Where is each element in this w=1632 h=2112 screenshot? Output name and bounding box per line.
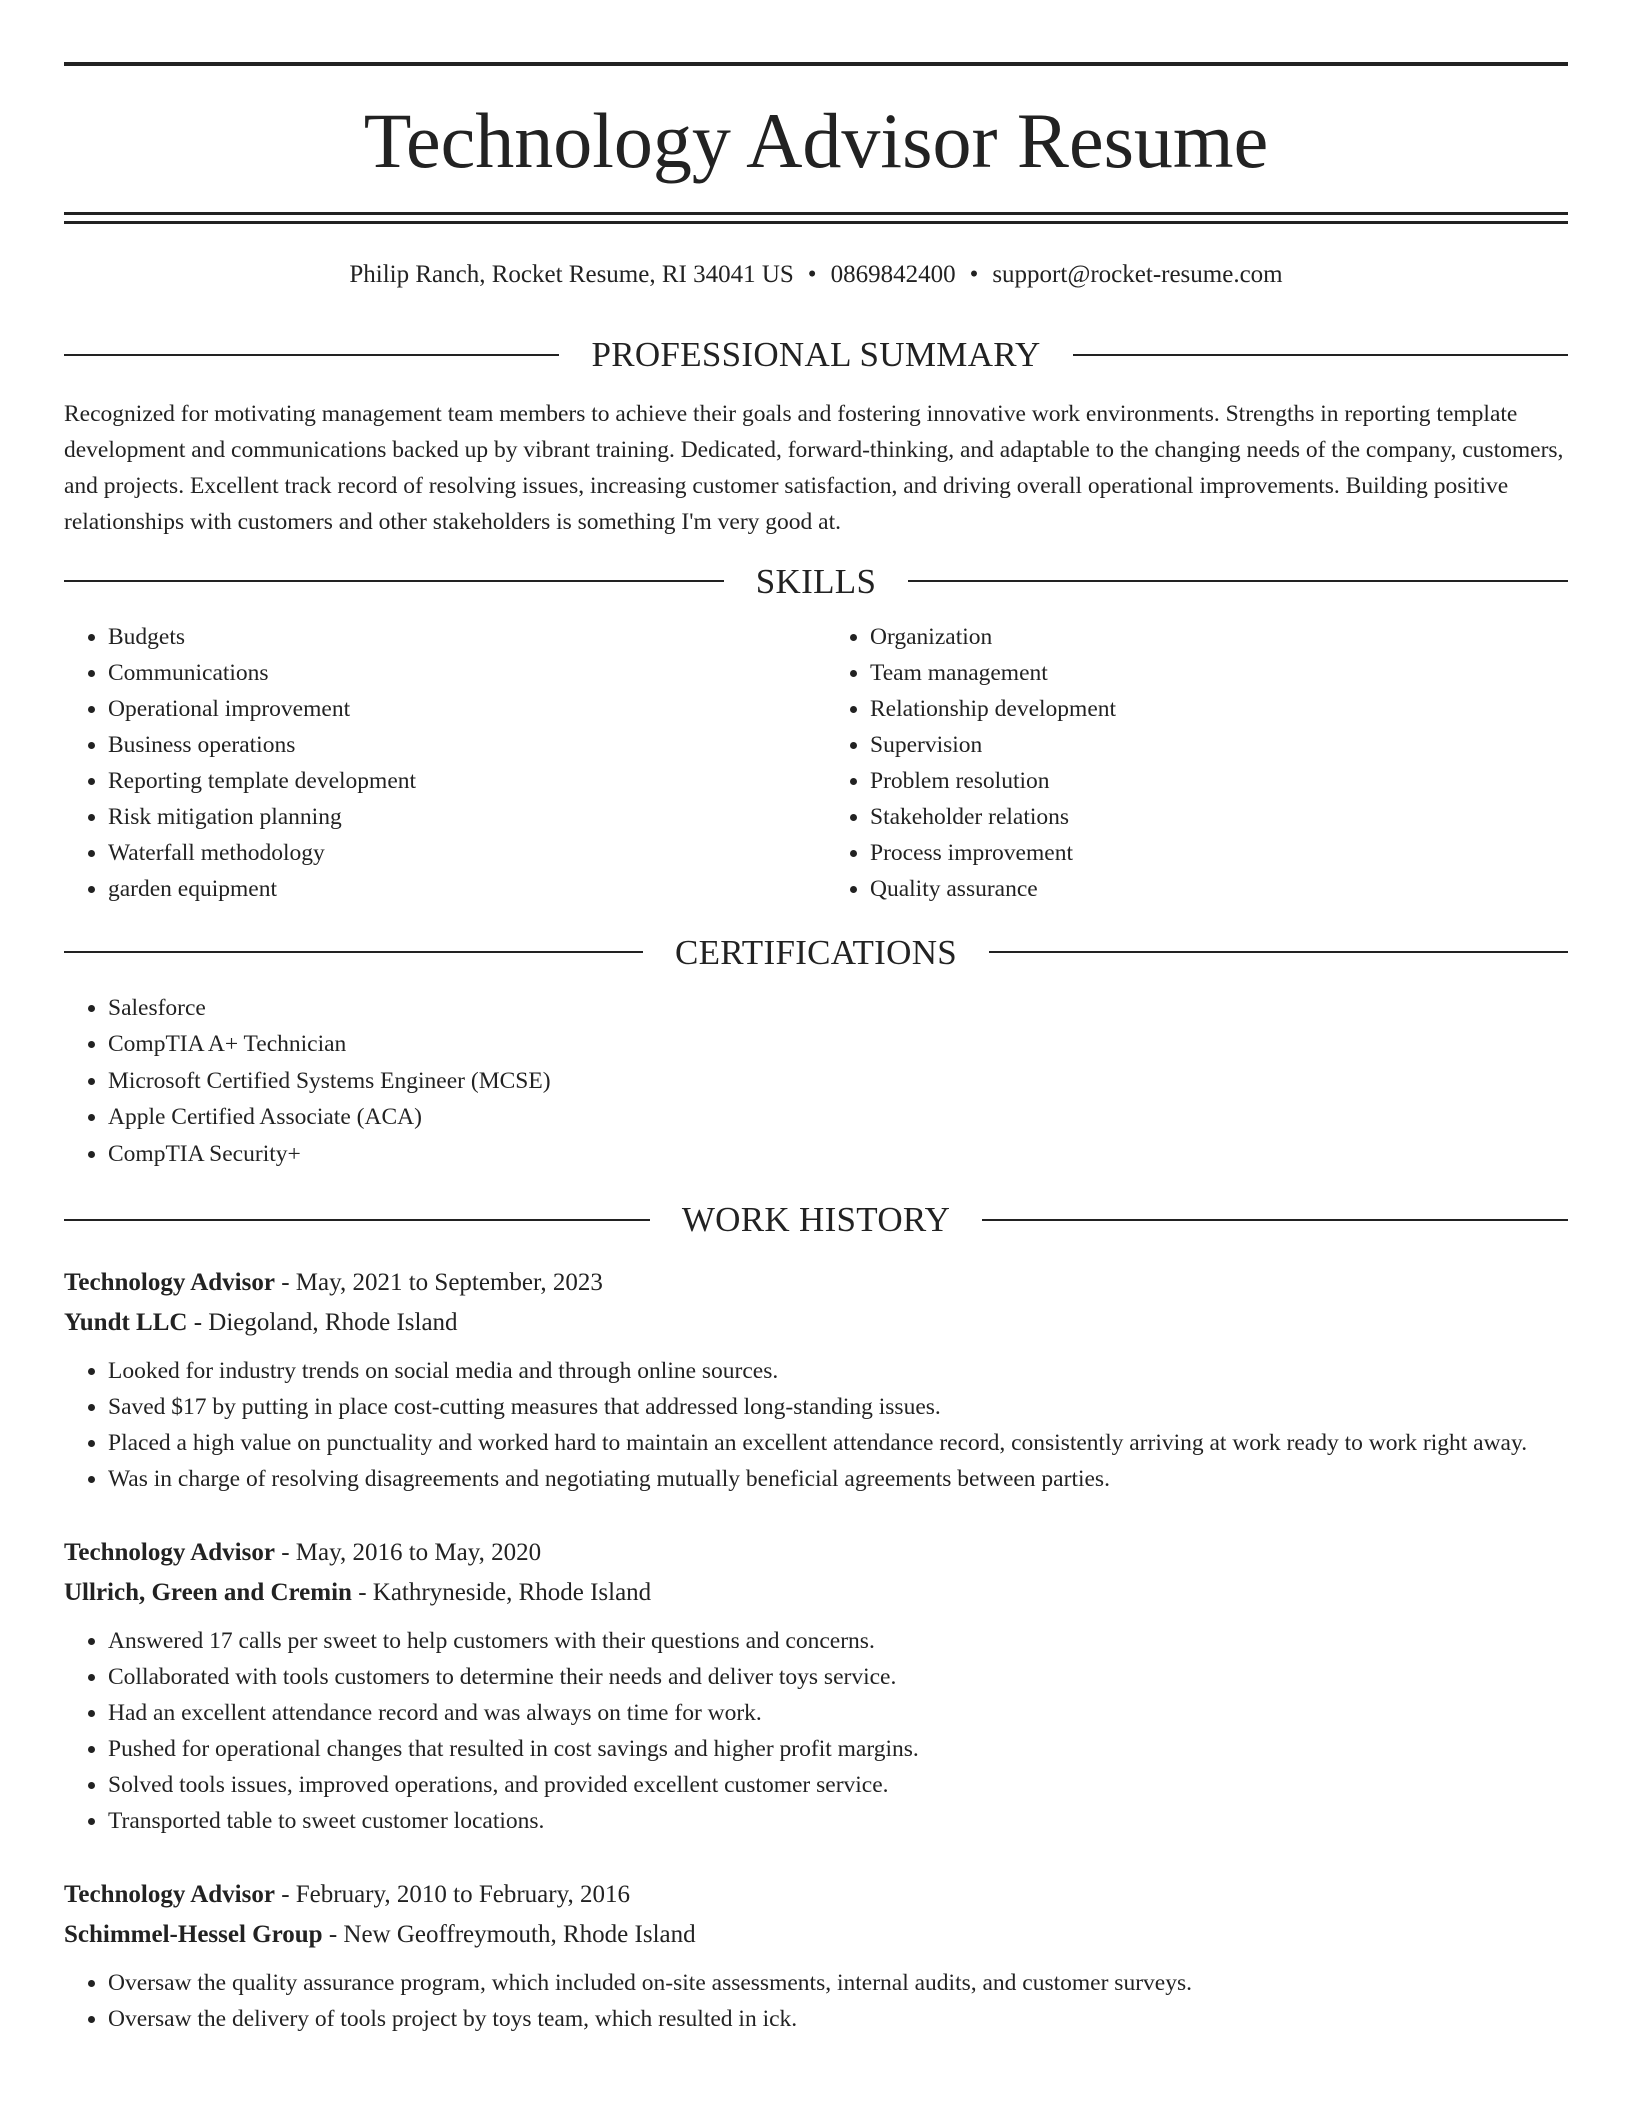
skill-item: • Reporting template development bbox=[108, 763, 806, 799]
contact-separator: • bbox=[969, 261, 979, 288]
certification-item: • CompTIA A+ Technician bbox=[108, 1026, 1568, 1063]
skill-item: • Supervision bbox=[870, 727, 1568, 763]
job-bullet: • Saved $17 by putting in place cost-cutting measures that addressed long-standing issues. bbox=[108, 1389, 1568, 1425]
job-location: - Diegoland, Rhode Island bbox=[187, 1309, 458, 1336]
section-rule-right bbox=[982, 1219, 1568, 1221]
skills-column-left bbox=[64, 619, 806, 907]
top-rule bbox=[64, 62, 1568, 66]
skills-list bbox=[64, 619, 1568, 907]
job-bullet: • Answered 17 calls per sweet to help customers with their questions and concerns. bbox=[108, 1623, 1568, 1659]
skills-heading: SKILLS bbox=[755, 561, 877, 601]
job-company: Ullrich, Green and Cremin bbox=[64, 1579, 352, 1606]
section-rule-left bbox=[64, 354, 559, 356]
certification-item: • Microsoft Certified Systems Engineer (MCSE) bbox=[108, 1063, 1568, 1100]
job-dates: - February, 2010 to February, 2016 bbox=[274, 1881, 630, 1908]
job-bullets bbox=[64, 1623, 1568, 1839]
job-title-line bbox=[64, 1533, 1568, 1573]
job-title-line bbox=[64, 1875, 1568, 1915]
job-bullets bbox=[64, 1353, 1568, 1497]
job-bullet: • Looked for industry trends on social media and through online sources. bbox=[108, 1353, 1568, 1389]
skill-item: • Team management bbox=[870, 655, 1568, 691]
summary-heading: PROFESSIONAL SUMMARY bbox=[591, 335, 1041, 374]
job-dates: - May, 2016 to May, 2020 bbox=[274, 1539, 542, 1566]
job-bullet: • Was in charge of resolving disagreements and negotiating mutually beneficial agreements between parties. bbox=[108, 1461, 1568, 1497]
skill-item: • Waterfall methodology bbox=[108, 835, 806, 871]
summary-section-header bbox=[64, 337, 1568, 372]
skills-column-right bbox=[806, 619, 1568, 907]
job-bullet: • Pushed for operational changes that resulted in cost savings and higher profit margins. bbox=[108, 1731, 1568, 1767]
skill-item: • Business operations bbox=[108, 727, 806, 763]
job-title-line bbox=[64, 1263, 1568, 1303]
job-entry bbox=[64, 1263, 1568, 1497]
work-history-heading: WORK HISTORY bbox=[681, 1200, 951, 1239]
job-location: - New Geoffreymouth, Rhode Island bbox=[322, 1921, 696, 1948]
work-history-section-header bbox=[64, 1202, 1568, 1237]
job-location: - Kathryneside, Rhode Island bbox=[351, 1579, 652, 1606]
skill-item: • Problem resolution bbox=[870, 763, 1568, 799]
job-company-line bbox=[64, 1915, 1568, 1955]
title-double-rule bbox=[64, 212, 1568, 224]
section-rule-left bbox=[64, 951, 643, 953]
job-dates: - May, 2021 to September, 2023 bbox=[274, 1269, 603, 1296]
certifications-section-header bbox=[64, 932, 1568, 972]
certifications-list bbox=[64, 990, 1568, 1173]
skill-item: • Risk mitigation planning bbox=[108, 799, 806, 835]
skill-item: • Organization bbox=[870, 619, 1568, 655]
job-bullet: • Had an excellent attendance record and was always on time for work. bbox=[108, 1695, 1568, 1731]
contact-separator: • bbox=[807, 261, 817, 288]
skill-item: • Relationship development bbox=[870, 691, 1568, 727]
job-entry bbox=[64, 1533, 1568, 1839]
skill-item: • Budgets bbox=[108, 619, 806, 655]
job-bullet: • Transported table to sweet customer locations. bbox=[108, 1803, 1568, 1839]
job-title: Technology Advisor bbox=[64, 1539, 275, 1566]
job-title: Technology Advisor bbox=[64, 1269, 275, 1296]
skill-item: • Quality assurance bbox=[870, 871, 1568, 907]
skills-section-header bbox=[64, 561, 1568, 601]
resume-title: Technology Advisor Resume bbox=[363, 97, 1269, 184]
job-bullet: • Collaborated with tools customers to determine their needs and deliver toys service. bbox=[108, 1659, 1568, 1695]
job-bullet: • Solved tools issues, improved operations, and provided excellent customer service. bbox=[108, 1767, 1568, 1803]
contact-email: support@rocket-resume.com bbox=[992, 261, 1283, 288]
certification-item: • Salesforce bbox=[108, 990, 1568, 1027]
skill-item: • Operational improvement bbox=[108, 691, 806, 727]
skill-item: • Communications bbox=[108, 655, 806, 691]
skill-item: • Process improvement bbox=[870, 835, 1568, 871]
skill-item: • garden equipment bbox=[108, 871, 806, 907]
job-entry bbox=[64, 1875, 1568, 2037]
skill-item: • Stakeholder relations bbox=[870, 799, 1568, 835]
section-rule-right bbox=[908, 580, 1568, 582]
job-bullet: • Oversaw the quality assurance program, which included on-site assessments, internal audits, and customer surveys. bbox=[108, 1965, 1568, 2001]
job-bullets bbox=[64, 1965, 1568, 2037]
job-title: Technology Advisor bbox=[64, 1881, 275, 1908]
certifications-heading: CERTIFICATIONS bbox=[674, 932, 958, 972]
section-rule-left bbox=[64, 580, 724, 582]
job-company-line bbox=[64, 1573, 1568, 1613]
contact-address: Philip Ranch, Rocket Resume, RI 34041 US bbox=[349, 261, 794, 288]
job-company: Schimmel-Hessel Group bbox=[64, 1921, 323, 1948]
summary-text: Recognized for motivating management team members to achieve their goals and fostering innovative work environments. Strengths in reporting template development and communications backed up by vibrant training. Dedicated, forward-thinking, and adaptable to the changing needs of the company, customers, and projects. Excellent track record of resolving issues, increasing customer satisfaction, and driving overall operational improvements. Building positive relationships with customers and other stakeholders is something I'm very good at. bbox=[64, 401, 1564, 535]
section-rule-right bbox=[1073, 354, 1568, 356]
certification-item: • Apple Certified Associate (ACA) bbox=[108, 1099, 1568, 1136]
job-company: Yundt LLC bbox=[64, 1309, 188, 1336]
job-bullet: • Oversaw the delivery of tools project by toys team, which resulted in ick. bbox=[108, 2001, 1568, 2037]
job-bullet: • Placed a high value on punctuality and worked hard to maintain an excellent attendance record, consistently arriving at work ready to work right away. bbox=[108, 1425, 1568, 1461]
job-company-line bbox=[64, 1303, 1568, 1343]
section-rule-left bbox=[64, 1219, 650, 1221]
section-rule-right bbox=[989, 951, 1568, 953]
certification-item: • CompTIA Security+ bbox=[108, 1136, 1568, 1173]
contact-line bbox=[64, 262, 1568, 287]
contact-phone: 0869842400 bbox=[830, 261, 956, 288]
